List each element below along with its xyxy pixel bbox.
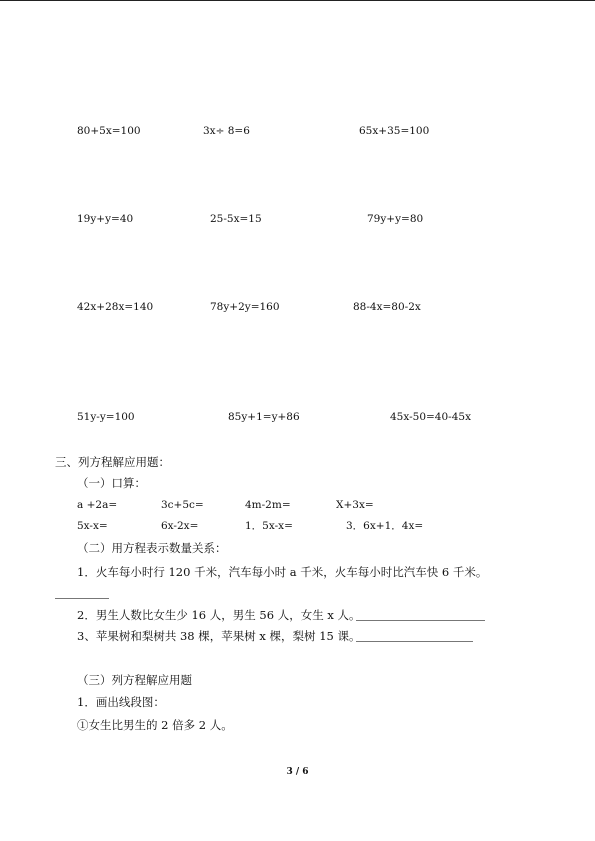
equation: 65x+35=100 [359, 125, 430, 137]
mental-math-item: X+3x= [336, 499, 374, 511]
question: 3、苹果树和梨树共 38 棵，苹果树 x 棵，梨树 15 课。 [77, 629, 361, 643]
subsection-heading: （二）用方程表示数量关系： [77, 541, 227, 555]
question: 2．男生人数比女生少 16 人，男生 56 人，女生 x 人。 [77, 608, 361, 622]
equation: 80+5x=100 [77, 125, 141, 137]
equation: 3x÷ 8=6 [203, 125, 250, 137]
answer-blank [356, 620, 485, 621]
subsection-heading: （三）列方程解应用题 [77, 673, 192, 687]
mental-math-item: 3c+5c= [161, 499, 204, 511]
mental-math-item: 3．6x+1．4x= [346, 520, 424, 532]
mental-math-item: 5x-x= [77, 520, 108, 532]
equation: 78y+2y=160 [210, 301, 280, 313]
equation: 85y+1=y+86 [228, 411, 300, 423]
mental-math-item: 1．5x-x= [245, 520, 293, 532]
page-number: 3 / 6 [286, 767, 309, 777]
equation: 45x-50=40-45x [390, 411, 471, 423]
equation: 51y-y=100 [77, 411, 135, 423]
mental-math-item: 4m-2m= [245, 499, 291, 511]
section-heading: 三、列方程解应用题： [55, 455, 170, 469]
equation: 25-5x=15 [210, 213, 262, 225]
answer-blank [356, 641, 473, 642]
question: ①女生比男生的 2 倍多 2 人。 [77, 718, 233, 732]
mental-math-item: a +2a= [77, 499, 118, 511]
answer-blank [55, 598, 109, 599]
equation: 88-4x=80-2x [353, 301, 421, 313]
header-rule [0, 0, 595, 1]
equation: 79y+y=80 [367, 213, 424, 225]
subsection-heading: （一）口算： [77, 476, 146, 490]
mental-math-item: 6x-2x= [161, 520, 199, 532]
question: 1．火车每小时行 120 千米，汽车每小时 a 千米，火车每小时比汽车快 6 千米。 [77, 565, 488, 579]
equation: 19y+y=40 [77, 213, 134, 225]
equation: 42x+28x=140 [77, 301, 154, 313]
question: 1．画出线段图： [77, 695, 165, 709]
